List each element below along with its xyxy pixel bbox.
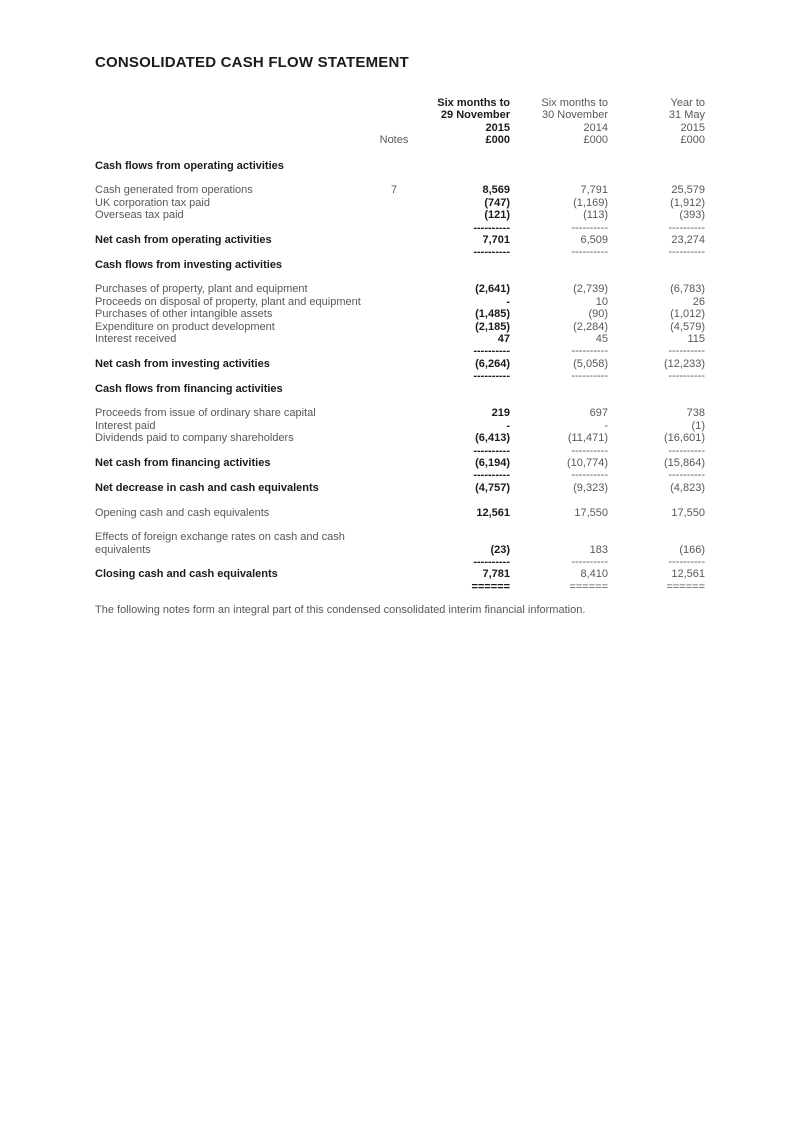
value-prior: (2,284) — [573, 320, 608, 333]
row-label: Purchases of property, plant and equipment — [95, 283, 308, 296]
section-heading-investing — [95, 259, 705, 271]
total-row-financing — [95, 457, 705, 469]
value-prior: (2,739) — [573, 283, 608, 296]
row-label: Overseas tax paid — [95, 209, 184, 222]
value-fullyear: 738 — [686, 407, 705, 420]
section-heading-label: Cash flows from financing activities — [95, 382, 283, 395]
rule-dashed: ---------- — [571, 556, 608, 569]
column-header-current: 29 November — [440, 109, 510, 122]
column-header-fullyear: Year to — [670, 97, 705, 109]
rule-row — [95, 556, 705, 568]
rule-row — [95, 246, 705, 258]
page-title: CONSOLIDATED CASH FLOW STATEMENT — [95, 54, 409, 71]
notes-column-header: Notes — [379, 134, 409, 147]
row-label: Cash generated from operations — [95, 184, 253, 197]
rule-dashed: ---------- — [571, 221, 608, 234]
rule-dashed: ---------- — [473, 370, 510, 383]
value-fullyear: 26 — [692, 295, 705, 308]
footnote: The following notes form an integral part of this condensed consolidated interim financial information. — [95, 604, 586, 617]
value-prior: 45 — [595, 333, 608, 346]
value-current: (6,413) — [475, 432, 510, 445]
total-row-closing-cash — [95, 568, 705, 580]
rule-dashed: ---------- — [473, 469, 510, 482]
table-row-dividends — [95, 432, 705, 444]
rule-dashed: ---------- — [668, 444, 705, 457]
header-row-date — [95, 109, 705, 121]
value-prior: 10 — [595, 295, 608, 308]
rule-dashed: ---------- — [571, 469, 608, 482]
table-row-cash-generated — [95, 184, 705, 196]
table-row-share-capital — [95, 407, 705, 419]
rule-dashed: ---------- — [668, 469, 705, 482]
row-label: Net cash from investing activities — [95, 357, 270, 370]
rule-dashed: ---------- — [668, 246, 705, 259]
column-header-current: 2015 — [485, 121, 510, 134]
column-header-current: Six months to — [437, 97, 510, 109]
section-heading-label: Cash flows from operating activities — [95, 159, 284, 172]
value-current: 47 — [497, 333, 510, 346]
row-label: Purchases of other intangible assets — [95, 308, 273, 321]
value-fullyear: (1,912) — [670, 196, 705, 209]
value-current: (6,194) — [475, 456, 510, 469]
total-row-net-decrease — [95, 482, 705, 494]
table-row-interest-received — [95, 333, 705, 345]
value-current: (747) — [484, 196, 510, 209]
total-row-investing — [95, 358, 705, 370]
value-current: (6,264) — [475, 357, 510, 370]
table-row-interest-paid — [95, 420, 705, 432]
section-heading-financing — [95, 383, 705, 395]
row-label: Effects of foreign exchange rates on cash and cash equivalents — [95, 531, 345, 556]
table-row-overseas-tax — [95, 209, 705, 221]
rule-row — [95, 370, 705, 382]
value-prior: (113) — [583, 209, 608, 222]
value-current: 12,561 — [476, 506, 510, 519]
value-prior: (10,774) — [567, 456, 608, 469]
total-row-operating — [95, 234, 705, 246]
rule-dashed: ---------- — [473, 246, 510, 259]
value-current: 7,701 — [482, 233, 510, 246]
value-fullyear: (1) — [691, 419, 705, 432]
rule-double: ====== — [569, 580, 608, 593]
value-fullyear: (12,233) — [664, 357, 705, 370]
row-label: Opening cash and cash equivalents — [95, 506, 270, 519]
value-current: (1,485) — [475, 308, 510, 321]
value-fullyear: (16,601) — [664, 432, 705, 445]
value-current: 8,569 — [482, 184, 510, 197]
value-current: (2,641) — [475, 283, 510, 296]
value-fullyear: 115 — [687, 333, 705, 346]
row-label: Expenditure on product development — [95, 320, 275, 333]
rule-dashed: ---------- — [668, 345, 705, 358]
value-prior: 8,410 — [580, 568, 608, 581]
value-current: 7,781 — [482, 568, 510, 581]
value-prior: (9,323) — [573, 481, 608, 494]
rule-double: ====== — [471, 580, 510, 593]
section-heading-operating — [95, 160, 705, 172]
value-prior: (90) — [588, 308, 608, 321]
row-label: Closing cash and cash equivalents — [95, 568, 278, 581]
value-fullyear: 17,550 — [671, 506, 705, 519]
table-row-product-development — [95, 321, 705, 333]
header-row-units — [95, 134, 705, 146]
row-label: Net decrease in cash and cash equivalents — [95, 481, 319, 494]
rule-row — [95, 222, 705, 234]
table-row-ppe-purchases — [95, 283, 705, 295]
rule-double: ====== — [666, 580, 705, 593]
rule-dashed: ---------- — [668, 221, 705, 234]
value-fullyear: (6,783) — [670, 283, 705, 296]
row-label: Interest received — [95, 333, 177, 346]
value-fullyear: (15,864) — [664, 456, 705, 469]
column-header-prior: 2014 — [583, 121, 608, 134]
header-row-year — [95, 122, 705, 134]
row-label: Dividends paid to company shareholders — [95, 432, 294, 445]
table-row-ppe-disposals — [95, 296, 705, 308]
value-fullyear: (1,012) — [670, 308, 705, 321]
row-label: Net cash from operating activities — [95, 233, 272, 246]
row-label: Net cash from financing activities — [95, 456, 271, 469]
value-current: - — [506, 419, 510, 432]
value-prior: 7,791 — [580, 184, 608, 197]
value-fullyear: 12,561 — [671, 568, 705, 581]
row-label: UK corporation tax paid — [95, 196, 210, 209]
column-header-fullyear: 31 May — [668, 109, 705, 122]
row-label: Proceeds from issue of ordinary share capital — [95, 407, 316, 420]
column-header-prior: 30 November — [541, 109, 608, 122]
rule-row-double — [95, 581, 705, 593]
value-fullyear: 23,274 — [671, 233, 705, 246]
column-header-prior: Six months to — [541, 97, 608, 109]
column-header-fullyear: 2015 — [680, 121, 705, 134]
rule-dashed: ---------- — [668, 556, 705, 569]
value-prior: - — [604, 419, 608, 432]
table-row-fx-effects — [95, 531, 705, 556]
row-label: Proceeds on disposal of property, plant and equipment — [95, 295, 361, 308]
value-current: (4,757) — [475, 481, 510, 494]
value-prior: 17,550 — [574, 506, 608, 519]
value-fullyear: (4,579) — [670, 320, 705, 333]
value-current: (23) — [490, 543, 510, 556]
rule-dashed: ---------- — [571, 444, 608, 457]
value-prior: 183 — [589, 543, 608, 556]
column-header-fullyear: £000 — [680, 134, 705, 147]
value-prior: (1,169) — [573, 196, 608, 209]
table-row-uk-tax — [95, 197, 705, 209]
value-fullyear: (4,823) — [670, 481, 705, 494]
rule-dashed: ---------- — [473, 556, 510, 569]
value-current: (121) — [484, 209, 510, 222]
value-prior: 697 — [589, 407, 608, 420]
table-row-intangibles — [95, 308, 705, 320]
rule-dashed: ---------- — [473, 221, 510, 234]
rule-dashed: ---------- — [473, 444, 510, 457]
rule-dashed: ---------- — [571, 246, 608, 259]
section-heading-label: Cash flows from investing activities — [95, 258, 283, 271]
rule-row — [95, 445, 705, 457]
column-header-prior: £000 — [583, 134, 608, 147]
header-row-period — [95, 97, 705, 109]
cash-flow-table — [95, 97, 705, 593]
value-current: 219 — [491, 407, 510, 420]
value-current: (2,185) — [475, 320, 510, 333]
rule-dashed: ---------- — [473, 345, 510, 358]
value-fullyear: (166) — [679, 543, 705, 556]
value-fullyear: 25,579 — [671, 184, 705, 197]
value-prior: (11,471) — [567, 432, 608, 445]
rule-row — [95, 469, 705, 481]
table-row-opening-cash — [95, 507, 705, 519]
rule-row — [95, 345, 705, 357]
value-fullyear: (393) — [679, 209, 705, 222]
value-current: - — [506, 295, 510, 308]
rule-dashed: ---------- — [571, 370, 608, 383]
rule-dashed: ---------- — [668, 370, 705, 383]
value-prior: 6,509 — [580, 233, 608, 246]
row-label: Interest paid — [95, 419, 156, 432]
note-ref: 7 — [390, 184, 398, 197]
rule-dashed: ---------- — [571, 345, 608, 358]
value-prior: (5,058) — [573, 357, 608, 370]
column-header-current: £000 — [485, 134, 510, 147]
